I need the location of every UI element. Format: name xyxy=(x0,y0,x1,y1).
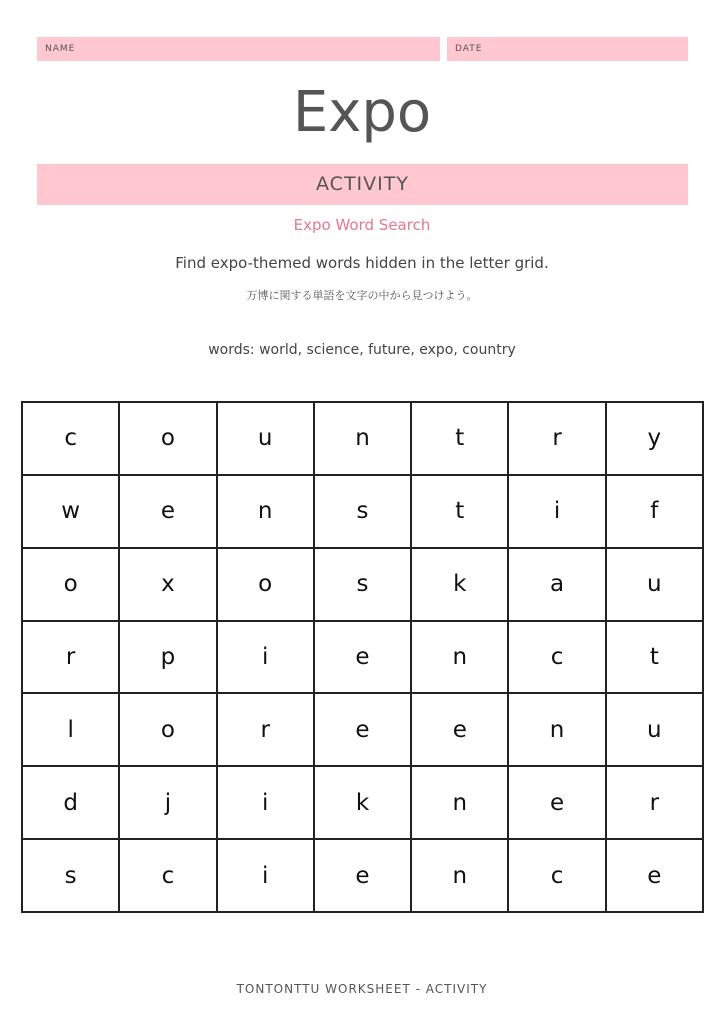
grid-cell[interactable]: u xyxy=(607,549,704,622)
grid-cell[interactable]: o xyxy=(23,549,120,622)
instruction-japanese: 万博に関する単語を文字の中から見つけよう。 xyxy=(246,289,478,302)
grid-cell[interactable]: c xyxy=(120,840,217,913)
grid-cell[interactable]: t xyxy=(412,476,509,549)
grid-cell[interactable]: k xyxy=(315,767,412,840)
page-title: Expo xyxy=(292,80,432,145)
grid-cell[interactable]: o xyxy=(218,549,315,622)
grid-cell[interactable]: y xyxy=(607,403,704,476)
grid-cell[interactable]: r xyxy=(509,403,606,476)
grid-cell[interactable]: w xyxy=(23,476,120,549)
grid-cell[interactable]: e xyxy=(607,840,704,913)
letter-grid xyxy=(21,401,704,913)
grid-cell[interactable]: l xyxy=(23,694,120,767)
grid-cell[interactable]: s xyxy=(315,476,412,549)
grid-cell[interactable]: j xyxy=(120,767,217,840)
grid-cell[interactable]: x xyxy=(120,549,217,622)
grid-cell[interactable]: e xyxy=(315,622,412,695)
grid-cell[interactable]: i xyxy=(218,840,315,913)
grid-cell[interactable]: r xyxy=(607,767,704,840)
grid-cell[interactable]: e xyxy=(315,694,412,767)
grid-cell[interactable]: e xyxy=(315,840,412,913)
grid-cell[interactable]: n xyxy=(412,767,509,840)
instruction-english: Find expo-themed words hidden in the letter grid. xyxy=(175,254,549,272)
date-label: DATE xyxy=(455,44,483,54)
grid-cell[interactable]: d xyxy=(23,767,120,840)
grid-cell[interactable]: n xyxy=(412,622,509,695)
grid-cell[interactable]: i xyxy=(509,476,606,549)
grid-cell[interactable]: r xyxy=(218,694,315,767)
grid-cell[interactable]: c xyxy=(509,622,606,695)
grid-cell[interactable]: t xyxy=(412,403,509,476)
activity-subtitle: Expo Word Search xyxy=(293,216,431,234)
activity-banner: ACTIVITY xyxy=(37,164,688,205)
grid-cell[interactable]: n xyxy=(218,476,315,549)
grid-cell[interactable]: i xyxy=(218,767,315,840)
grid-cell[interactable]: e xyxy=(120,476,217,549)
grid-cell[interactable]: s xyxy=(315,549,412,622)
grid-cell[interactable]: p xyxy=(120,622,217,695)
grid-cell[interactable]: s xyxy=(23,840,120,913)
grid-cell[interactable]: t xyxy=(607,622,704,695)
grid-cell[interactable]: o xyxy=(120,694,217,767)
grid-cell[interactable]: k xyxy=(412,549,509,622)
grid-cell[interactable]: c xyxy=(23,403,120,476)
grid-cell[interactable]: n xyxy=(509,694,606,767)
date-field[interactable] xyxy=(447,37,688,61)
grid-cell[interactable]: e xyxy=(412,694,509,767)
footer: TONTONTTU WORKSHEET - ACTIVITY xyxy=(236,982,488,996)
grid-cell[interactable]: c xyxy=(509,840,606,913)
grid-cell[interactable]: i xyxy=(218,622,315,695)
name-label: NAME xyxy=(45,44,76,54)
grid-cell[interactable]: r xyxy=(23,622,120,695)
word-list: words: world, science, future, expo, country xyxy=(208,342,516,358)
grid-cell[interactable]: e xyxy=(509,767,606,840)
grid-cell[interactable]: u xyxy=(607,694,704,767)
grid-cell[interactable]: u xyxy=(218,403,315,476)
grid-cell[interactable]: n xyxy=(315,403,412,476)
grid-cell[interactable]: f xyxy=(607,476,704,549)
grid-cell[interactable]: a xyxy=(509,549,606,622)
grid-cell[interactable]: n xyxy=(412,840,509,913)
name-field[interactable] xyxy=(37,37,440,61)
grid-cell[interactable]: o xyxy=(120,403,217,476)
